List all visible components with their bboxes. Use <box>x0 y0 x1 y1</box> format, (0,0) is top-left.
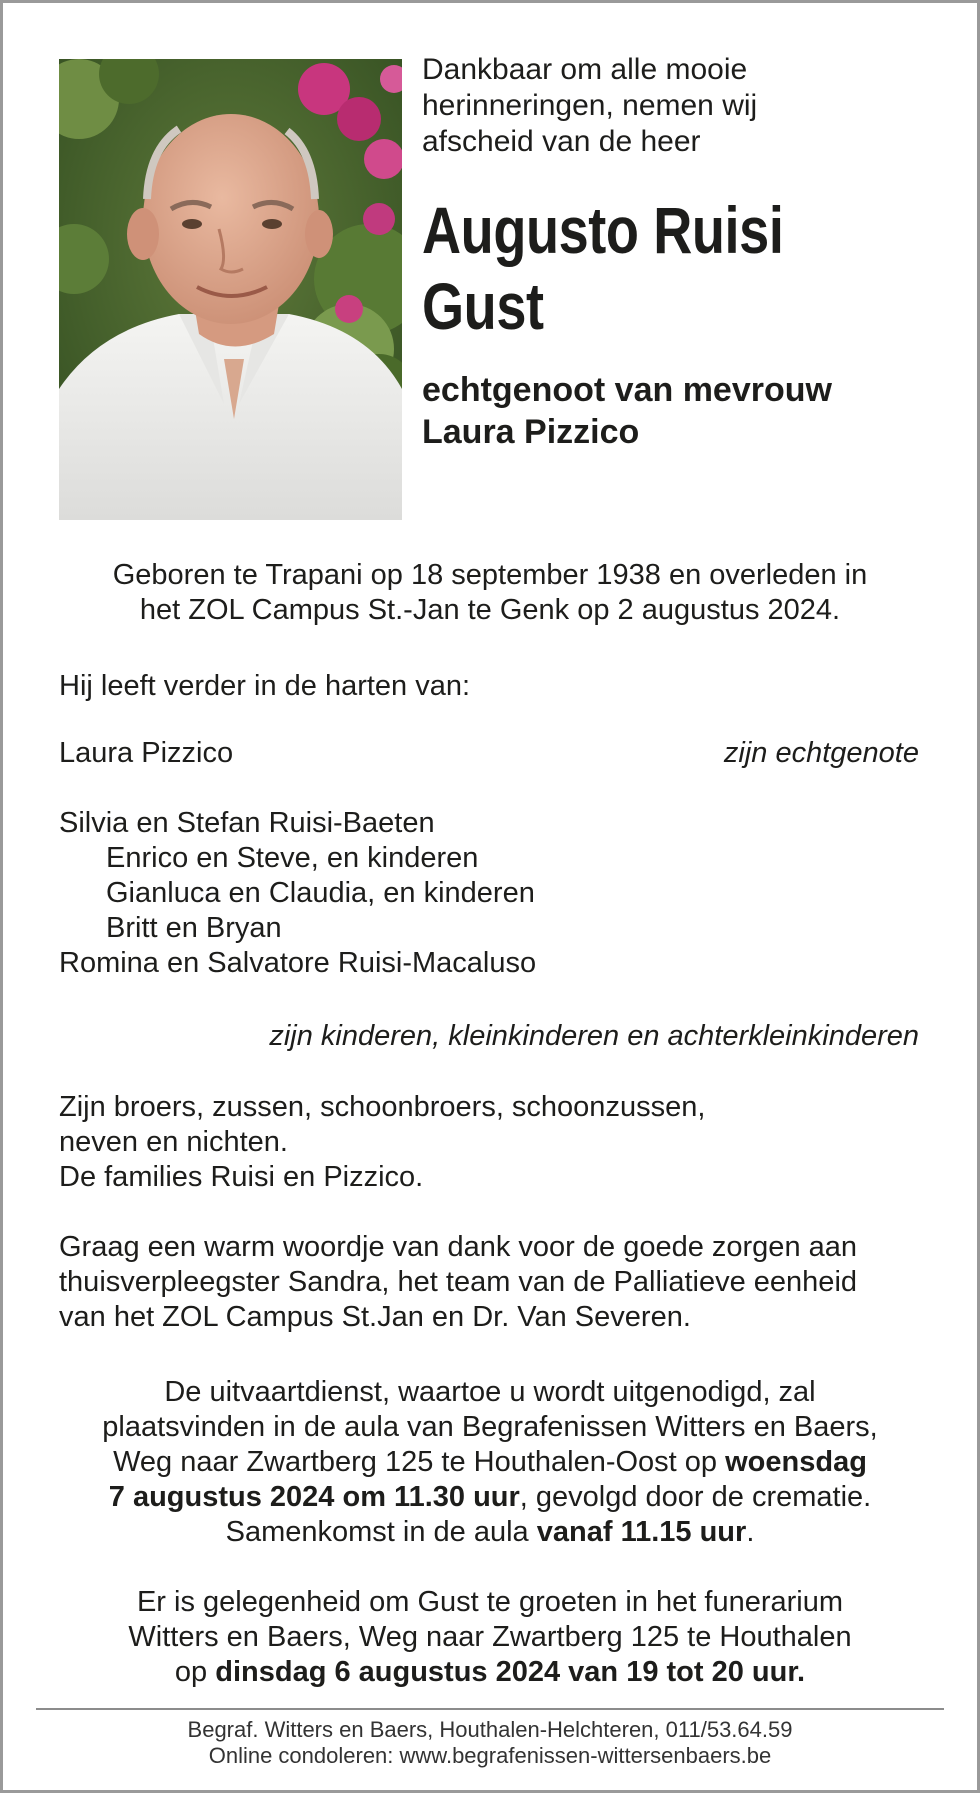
visitation-prefix: op <box>174 1656 216 1688</box>
relatives-line: neven en nichten. <box>59 1126 288 1158</box>
visitation-line: Er is gelegenheid om Gust te groeten in het funerarium <box>136 1586 844 1618</box>
birth-line: Geboren te Trapani op 18 september 1938 en overleden in <box>112 559 868 591</box>
service-day: woensdag <box>725 1446 867 1478</box>
service-line <box>40 1480 940 1515</box>
family-member: Britt en Bryan <box>106 912 282 944</box>
survivors-intro: Hij leeft verder in de harten van: <box>59 670 471 702</box>
service-cremation: , gevolgd door de crematie. <box>519 1481 872 1513</box>
service-date-time: 7 augustus 2024 om 11.30 uur <box>108 1481 520 1513</box>
visitation-text <box>40 1585 940 1690</box>
online-condolence-link[interactable]: Online condoleren: www.begrafenissen-wittersenbaers.be <box>208 1743 772 1768</box>
visitation-line: Witters en Baers, Weg naar Zwartberg 125 te Houthalen <box>128 1621 852 1653</box>
relatives-line: Zijn broers, zussen, schoonbroers, schoonzussen, <box>59 1091 706 1123</box>
other-relatives <box>59 1090 705 1195</box>
intro-text <box>422 52 757 160</box>
family-member: Romina en Salvatore Ruisi-Macaluso <box>59 947 537 979</box>
family-member: Enrico en Steve, en kinderen <box>106 842 479 874</box>
period: . <box>746 1516 755 1548</box>
surviving-spouse-name: Laura Pizzico <box>59 737 234 769</box>
footer <box>40 1717 940 1769</box>
service-line <box>40 1445 940 1480</box>
intro-line: afscheid van de heer <box>422 125 701 158</box>
deceased-name <box>422 192 783 344</box>
gathering-time: vanaf 11.15 uur <box>536 1516 747 1548</box>
spouse-heading <box>422 369 832 453</box>
gathering-text: Samenkomst in de aula <box>225 1516 537 1548</box>
family-member: Gianluca en Claudia, en kinderen <box>106 877 535 909</box>
service-address: Weg naar Zwartberg 125 te Houthalen-Oost op <box>113 1446 726 1478</box>
visitation-line <box>40 1655 940 1690</box>
birth-death-text <box>40 558 940 628</box>
thanks-line: van het ZOL Campus St.Jan en Dr. Van Severen. <box>59 1301 691 1333</box>
thanks-text <box>59 1230 857 1335</box>
service-line: plaatsvinden in de aula van Begrafenissen Witters en Baers, <box>102 1411 878 1443</box>
footer-divider <box>36 1708 944 1710</box>
intro-line: herinneringen, nemen wij <box>422 89 758 122</box>
spouse-relation: echtgenoot van mevrouw <box>422 371 832 409</box>
spouse-name: Laura Pizzico <box>422 413 640 451</box>
intro-line: Dankbaar om alle mooie <box>422 53 748 86</box>
visitation-date-time: dinsdag 6 augustus 2024 van 19 tot 20 uur. <box>215 1656 806 1688</box>
family-role: zijn kinderen, kleinkinderen en achterkleinkinderen <box>269 1020 919 1052</box>
nickname: Gust <box>422 269 544 343</box>
thanks-line: thuisverpleegster Sandra, het team van de Palliatieve eenheid <box>59 1266 858 1298</box>
surviving-spouse-role: zijn echtgenote <box>723 737 919 769</box>
portrait-photo <box>59 59 402 520</box>
relatives-line: De families Ruisi en Pizzico. <box>59 1161 424 1193</box>
funeral-home-info: Begraf. Witters en Baers, Houthalen-Helchteren, 011/53.64.59 <box>187 1717 793 1742</box>
service-line: De uitvaartdienst, waartoe u wordt uitgenodigd, zal <box>164 1376 816 1408</box>
death-line: het ZOL Campus St.-Jan te Genk op 2 augustus 2024. <box>139 594 841 626</box>
service-line <box>40 1515 940 1550</box>
family-list <box>59 806 536 981</box>
family-member: Silvia en Stefan Ruisi-Baeten <box>59 807 435 839</box>
full-name: Augusto Ruisi <box>422 193 784 267</box>
funeral-service-text <box>40 1375 940 1550</box>
thanks-line: Graag een warm woordje van dank voor de goede zorgen aan <box>59 1231 858 1263</box>
